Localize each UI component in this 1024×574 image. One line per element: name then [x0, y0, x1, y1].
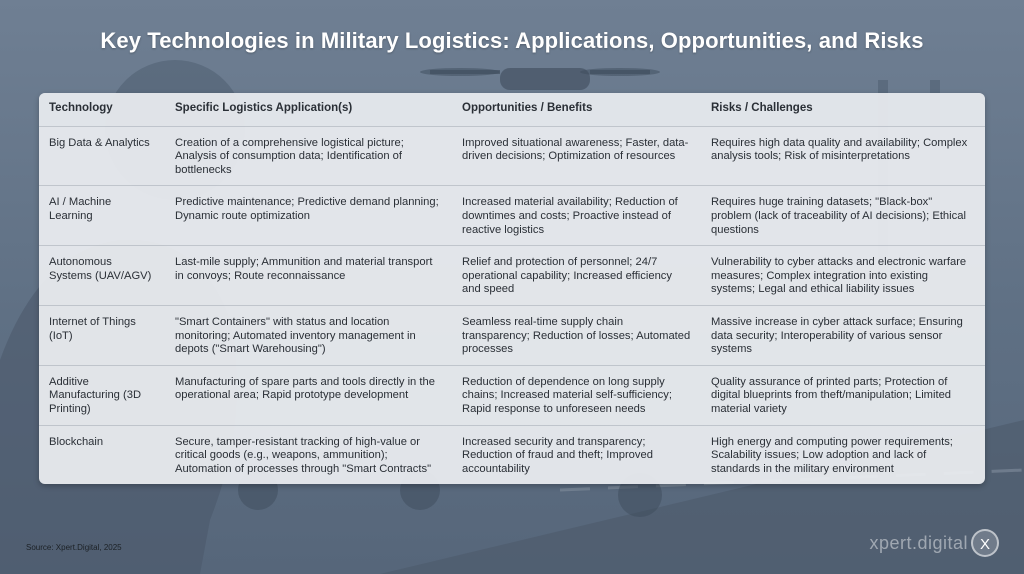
cell-opportunities: Increased security and transparency; Reduction of fraud and theft; Improved accountability — [462, 435, 653, 475]
source-caption: Source: Xpert.Digital, 2025 — [26, 543, 122, 552]
cell-risks: Vulnerability to cyber attacks and electronic warfare measures; Complex integration into existing systems; Legal and ethical liability issues — [711, 256, 967, 296]
cell-applications: Predictive maintenance; Predictive demand planning; Dynamic route optimization — [175, 196, 439, 222]
header-applications: Specific Logistics Application(s) — [165, 93, 452, 126]
cell-opportunities: Increased material availability; Reduction of downtimes and costs; Proactive instead of reactive logistics — [462, 196, 678, 236]
close-button[interactable] — [971, 529, 999, 557]
cell-opportunities: Reduction of dependence on long supply chains; Increased material self-sufficiency; Rapid response to unforeseen needs — [462, 375, 672, 415]
cell-risks: Requires high data quality and availability; Complex analysis tools; Risk of misinterpretations — [711, 136, 968, 163]
header-opportunities: Opportunities / Benefits — [452, 93, 701, 126]
table-header-row — [39, 93, 985, 126]
cell-opportunities: Improved situational awareness; Faster, data-driven decisions; Optimization of resources — [462, 136, 689, 163]
cell-risks: High energy and computing power requirements; Scalability issues; Low adoption and lack of standards in the military environment — [711, 435, 953, 475]
cell-applications: Manufacturing of spare parts and tools directly in the operational area; Rapid prototype development — [175, 375, 435, 402]
cell-risks: Quality assurance of printed parts; Protection of digital blueprints from theft/manipulation; Limited material variety — [711, 375, 952, 415]
cell-applications: Secure, tamper-resistant tracking of high-value or critical goods (e.g., weapons, ammunition); Automation of processes through "Smart Contracts" — [175, 435, 432, 475]
header-risks: Risks / Challenges — [701, 93, 985, 126]
cell-technology: Big Data & Analytics — [49, 136, 150, 149]
cell-technology: Blockchain — [49, 435, 104, 448]
cell-applications: Creation of a comprehensive logistical picture; Analysis of consumption data; Identification of bottlenecks — [175, 136, 404, 176]
cell-risks: Massive increase in cyber attack surface; Ensuring data security; Interoperability of various sensor systems — [711, 315, 963, 356]
cell-applications: "Smart Containers" with status and location monitoring; Automated inventory management in depots ("Smart Warehousing") — [175, 315, 416, 356]
cell-opportunities: Relief and protection of personnel; 24/7 operational capability; Increased efficiency and speed — [462, 256, 672, 296]
cell-applications: Last-mile supply; Ammunition and material transport in convoys; Route reconnaissance — [175, 256, 433, 282]
table-row — [39, 186, 985, 246]
brand-watermark: xpert.digital — [869, 533, 968, 553]
technology-table — [39, 93, 985, 484]
page-title: Key Technologies in Military Logistics: Applications, Opportunities, and Risks — [100, 28, 924, 53]
cell-technology: AI / Machine Learning — [49, 196, 112, 222]
table-row — [39, 425, 985, 484]
cell-technology: Additive Manufacturing (3D Printing) — [49, 375, 142, 415]
cell-technology: Autonomous Systems (UAV/AGV) — [49, 256, 152, 282]
close-icon: X — [979, 536, 990, 553]
cell-opportunities: Seamless real-time supply chain transparency; Reduction of losses; Automated processes — [462, 315, 691, 356]
table-row — [39, 365, 985, 425]
data-table — [39, 93, 985, 484]
cell-risks: Requires huge training datasets; "Black-box" problem (lack of traceability of AI decisions); Ethical questions — [711, 196, 966, 236]
table-row — [39, 126, 985, 186]
header-technology: Technology — [39, 93, 165, 126]
cell-technology: Internet of Things (IoT) — [49, 315, 136, 342]
table-row — [39, 246, 985, 306]
table-row — [39, 305, 985, 365]
